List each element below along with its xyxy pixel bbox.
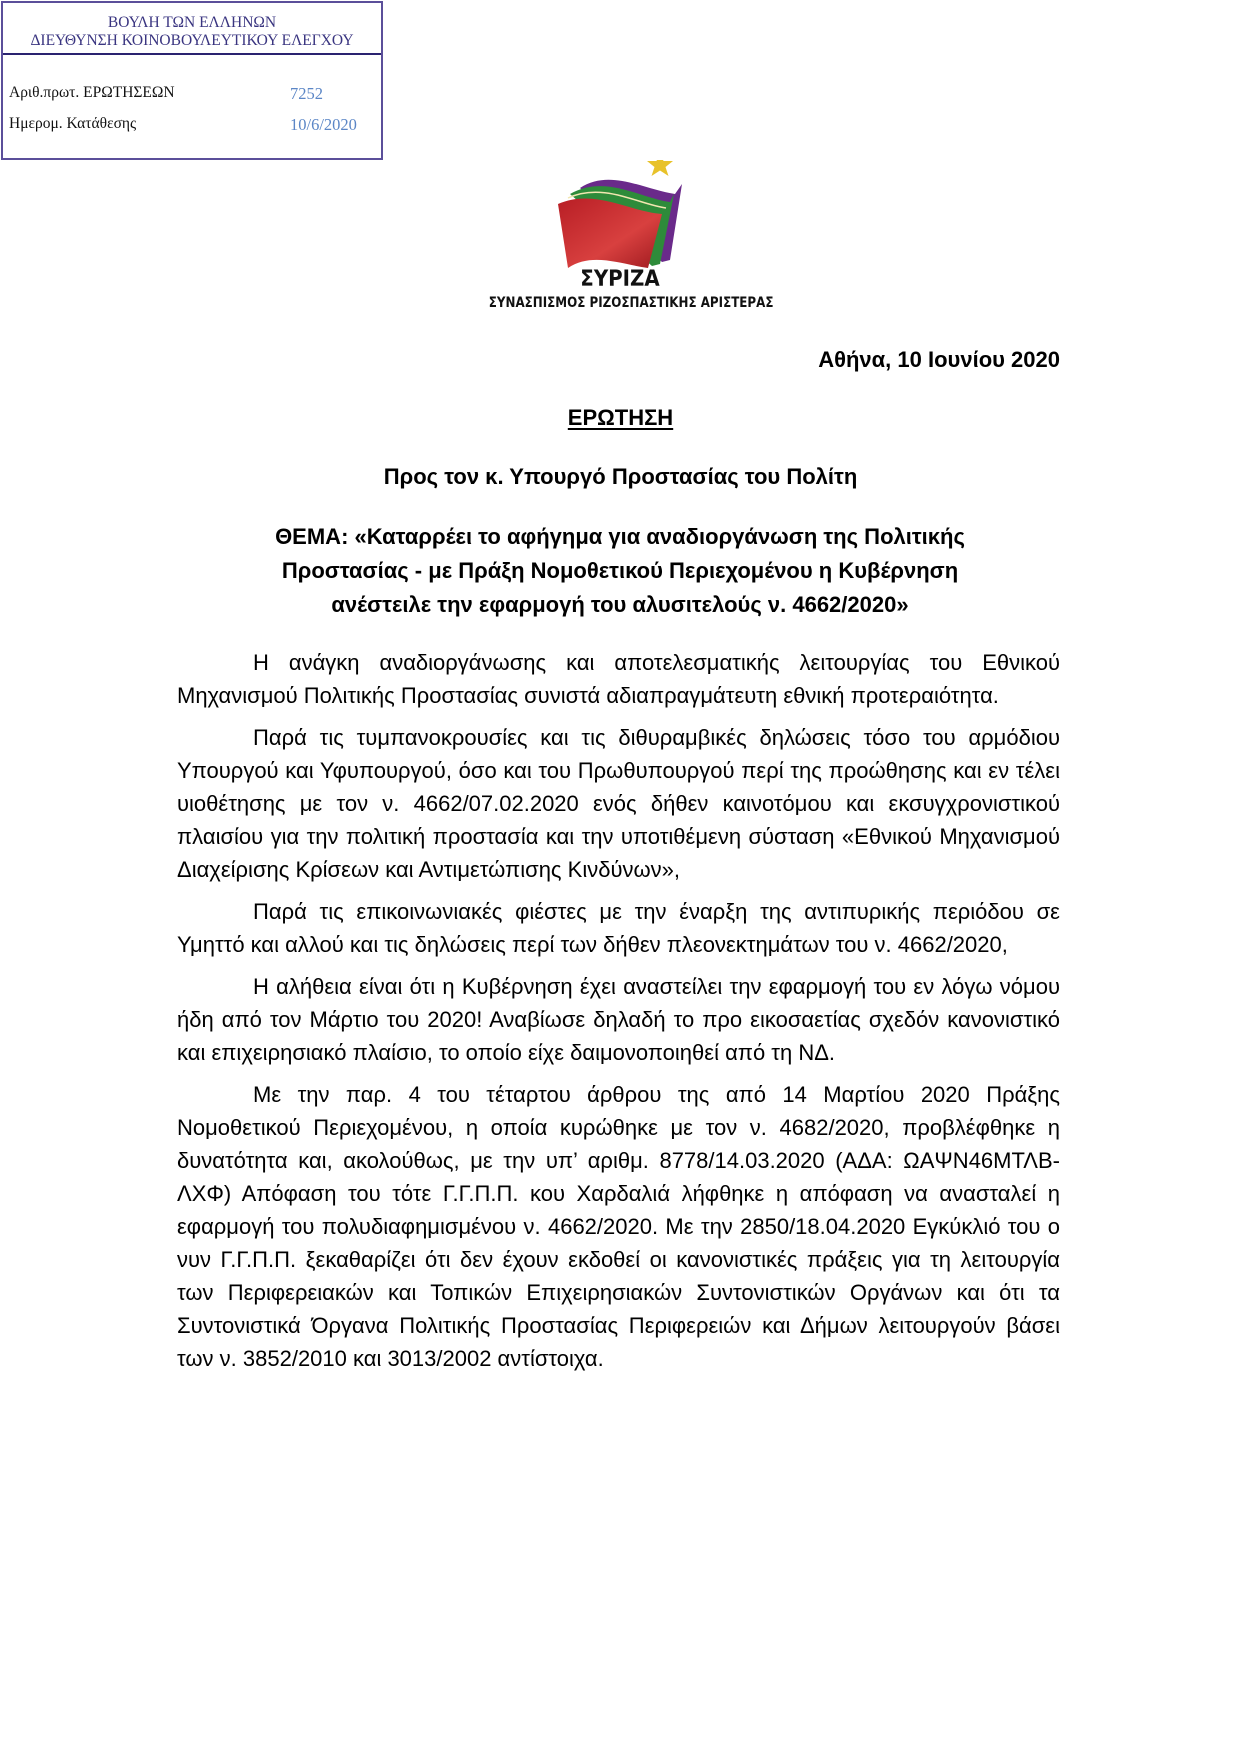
- subject-line: Προστασίας - με Πράξη Νομοθετικού Περιεχομένου η Κυβέρνηση: [281, 558, 959, 583]
- party-logo: [470, 160, 774, 320]
- filing-date-value: 10/6/2020: [290, 115, 357, 134]
- document-type: ΕΡΩΤΗΣΗ: [567, 405, 674, 430]
- body-paragraph: Με την παρ. 4 του τέταρτου άρθρου της από 14 Μαρτίου 2020 Πράξης Νομοθετικού Περιεχομένου, η οποία κυρώθηκε με τον ν. 4682/2020, προβλέφθηκε η δυνατότητα και, ακολούθως, με την υπ’ αριθμ. 8778/14.03.2020 (ΑΔΑ: ΩΑΨΝ46ΜΤΛΒ-ΛΧΦ) Απόφαση του τότε Γ.Γ.Π.Π. κου Χαρδαλιά λήφθηκε η απόφαση να ανασταλεί η εφαρμογή του πολυδιαφημισμένου ν. 4662/2020. Με την 2850/18.04.2020 Εγκύκλιό του ο νυν Γ.Γ.Π.Π. ξεκαθαρίζει ότι δεν έχουν εκδοθεί οι κανονιστικές πράξεις για τη λειτουργία των Περιφερειακών και Τοπικών Επιχειρησιακών Συντονιστικών Οργάνων και ότι τα Συντονιστικά Όργανα Πολιτικής Προστασίας Περιφερειών και Δήμων λειτουργούν βάσει των ν. 3852/2010 και 3013/2002 αντίστοιχα.: [177, 1082, 1060, 1371]
- registry-stamp-box: [1, 1, 383, 160]
- flag-with-star-icon: [470, 160, 770, 270]
- body-paragraph: Παρά τις επικοινωνιακές φιέστες με την έναρξη της αντιπυρικής περιόδου σε Υμηττό και αλλού και τις δηλώσεις περί των δήθεν πλεονεκτημάτων του ν. 4662/2020,: [177, 899, 1060, 957]
- star-icon: [647, 160, 673, 176]
- party-full-name: ΣΥΝΑΣΠΙΣΜΟΣ ΡΙΖΟΣΠΑΣΤΙΚΗΣ ΑΡΙΣΤΕΡΑΣ: [488, 295, 774, 311]
- document-type-heading: [0, 405, 1241, 431]
- party-name: ΣΥΡΙΖΑ: [580, 267, 660, 292]
- document-date: Αθήνα, 10 Ιουνίου 2020: [818, 347, 1060, 372]
- protocol-number-label: Αριθ.πρωτ. ΕΡΩΤΗΣΕΩΝ: [9, 84, 175, 101]
- parliament-name: ΒΟΥΛΗ ΤΩΝ ΕΛΛΗΝΩΝ: [107, 14, 277, 31]
- body-paragraph: Η ανάγκη αναδιοργάνωσης και αποτελεσματικής λειτουργίας του Εθνικού Μηχανισμού Πολιτικής Προστασίας συνιστά αδιαπραγμάτευτη εθνική προτεραιότητα.: [177, 650, 1060, 708]
- subject-line: ΘΕΜΑ: «Καταρρέει το αφήγημα για αναδιοργάνωση της Πολιτικής: [275, 524, 965, 549]
- filing-date-label: Ημερομ. Κατάθεσης: [9, 115, 137, 132]
- subject-line: ανέστειλε την εφαρμογή του αλυσιτελούς ν. 4662/2020»: [331, 592, 909, 617]
- recipient-line: Προς τον κ. Υπουργό Προστασίας του Πολίτη: [383, 464, 858, 489]
- body-paragraph: Η αλήθεια είναι ότι η Κυβέρνηση έχει αναστείλει την εφαρμογή του εν λόγω νόμου ήδη από τον Μάρτιο του 2020! Αναβίωσε δηλαδή το προ εικοσαετίας σχεδόν κανονιστικό και επιχειρησιακό πλαίσιο, το οποίο είχε δαιμονοποιηθεί από τη ΝΔ.: [177, 974, 1060, 1065]
- registry-header: [3, 3, 381, 55]
- directorate-name: ΔΙΕΥΘΥΝΣΗ ΚΟΙΝΟΒΟΥΛΕΥΤΙΚΟΥ ΕΛΕΓΧΟΥ: [30, 32, 354, 49]
- subject-block: [220, 520, 1020, 622]
- document-body: [177, 646, 1060, 1384]
- body-paragraph: Παρά τις τυμπανοκρουσίες και τις διθυραμβικές δηλώσεις τόσο του αρμόδιου Υπουργού και Υφυπουργού, όσο και του Πρωθυπουργού περί της προώθησης και εν τέλει υιοθέτησης με τον ν. 4662/07.02.2020 ενός δήθεν καινοτόμου και εκσυγχρονιστικού πλαισίου για την πολιτική προστασία και την υποτιθέμενη σύσταση «Εθνικού Μηχανισμού Διαχείρισης Κρίσεων και Αντιμετώπισης Κινδύνων»,: [177, 725, 1060, 882]
- protocol-number-value: 7252: [290, 84, 323, 103]
